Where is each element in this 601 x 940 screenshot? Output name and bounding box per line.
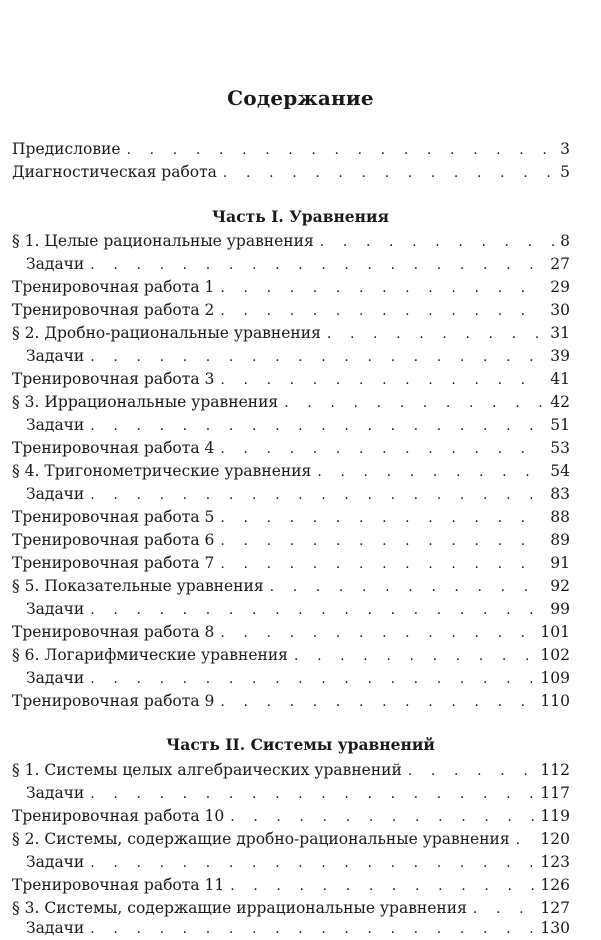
toc-entry-label: § 5. Показательные уравнения bbox=[12, 577, 264, 595]
toc-entry-page: 110 bbox=[540, 692, 570, 710]
toc-entry-label: Тренировочная работа 3 bbox=[12, 370, 215, 388]
toc-entry-label: § 1. Целые рациональные уравнения bbox=[12, 232, 314, 250]
toc-entry-label: § 6. Логарифмические уравнения bbox=[12, 646, 288, 664]
toc-entry-page: 88 bbox=[550, 508, 570, 526]
dot-leader bbox=[220, 530, 544, 552]
dot-leader bbox=[220, 277, 544, 299]
toc-entry-label: Задачи bbox=[26, 919, 85, 937]
dot-leader bbox=[220, 369, 544, 391]
toc-entry-page: 91 bbox=[550, 554, 570, 572]
toc-entry[interactable] bbox=[12, 874, 570, 896]
toc-entry-page: 117 bbox=[540, 784, 570, 802]
part-2-heading: Часть II. Системы уравнений bbox=[166, 735, 435, 754]
toc-entry-label: Тренировочная работа 6 bbox=[12, 531, 215, 549]
toc-entry-page: 5 bbox=[560, 163, 570, 181]
toc-entry[interactable] bbox=[12, 598, 570, 620]
toc-entry-label: Задачи bbox=[26, 853, 85, 871]
toc-entry-label: § 4. Тригонометрические уравнения bbox=[12, 462, 312, 480]
toc-entry[interactable] bbox=[12, 276, 570, 298]
toc-entry[interactable] bbox=[12, 391, 570, 413]
toc-entry-page: 42 bbox=[550, 393, 570, 411]
toc-entry[interactable] bbox=[12, 782, 570, 804]
toc-entry-label: Тренировочная работа 5 bbox=[12, 508, 215, 526]
toc-entry-preface[interactable] bbox=[12, 138, 570, 160]
toc-entry-page: 119 bbox=[540, 807, 570, 825]
dot-leader bbox=[90, 599, 544, 621]
toc-entry-label: Тренировочная работа 4 bbox=[12, 439, 215, 457]
toc-entry-label: § 3. Иррациональные уравнения bbox=[12, 393, 279, 411]
toc-entry-label: Задачи bbox=[26, 485, 85, 503]
toc-entry[interactable] bbox=[12, 529, 570, 551]
dot-leader bbox=[317, 461, 544, 483]
dot-leader bbox=[284, 392, 544, 414]
toc-entry-page: 29 bbox=[550, 278, 570, 296]
dot-leader bbox=[408, 760, 535, 782]
dot-leader bbox=[90, 918, 534, 940]
toc-entry-page: 53 bbox=[550, 439, 570, 457]
dot-leader bbox=[516, 829, 535, 851]
toc-entry-page: 39 bbox=[550, 347, 570, 365]
dot-leader bbox=[90, 254, 544, 276]
toc-entry-page: 27 bbox=[550, 255, 570, 273]
dot-leader bbox=[90, 346, 544, 368]
dot-leader bbox=[220, 691, 534, 713]
toc-entry[interactable] bbox=[12, 437, 570, 459]
part-1-heading: Часть I. Уравнения bbox=[212, 207, 389, 226]
dot-leader bbox=[223, 162, 554, 184]
toc-entry-label: Тренировочная работа 2 bbox=[12, 301, 215, 319]
toc-entry[interactable] bbox=[12, 851, 570, 873]
toc-entry-page: 127 bbox=[540, 899, 570, 917]
dot-leader bbox=[230, 875, 534, 897]
toc-entry-label: Задачи bbox=[26, 784, 85, 802]
dot-leader bbox=[220, 300, 544, 322]
toc-entry-label: § 1. Системы целых алгебраических уравнений bbox=[12, 761, 402, 779]
dot-leader bbox=[327, 323, 544, 345]
toc-entry-page: 31 bbox=[550, 324, 570, 342]
toc-entry-page: 102 bbox=[540, 646, 570, 664]
dot-leader bbox=[320, 231, 554, 253]
toc-entry[interactable] bbox=[12, 552, 570, 574]
toc-entry-label: Задачи bbox=[26, 255, 85, 273]
dot-leader bbox=[220, 438, 544, 460]
toc-entry[interactable] bbox=[12, 368, 570, 390]
toc-entry-label: § 3. Системы, содержащие иррациональные уравнения bbox=[12, 899, 467, 917]
toc-entry[interactable] bbox=[12, 253, 570, 275]
toc-entry-label: Диагностическая работа bbox=[12, 163, 217, 181]
toc-entry-label: § 2. Дробно-рациональные уравнения bbox=[12, 324, 321, 342]
toc-entry-label: Задачи bbox=[26, 669, 85, 687]
toc-entry[interactable] bbox=[12, 917, 570, 939]
toc-entry-page: 126 bbox=[540, 876, 570, 894]
toc-entry-page: 101 bbox=[540, 623, 570, 641]
toc-entry-label: Тренировочная работа 8 bbox=[12, 623, 215, 641]
toc-entry-page: 123 bbox=[540, 853, 570, 871]
toc-entry-label: Задачи bbox=[26, 600, 85, 618]
dot-leader bbox=[220, 622, 534, 644]
dot-leader bbox=[90, 852, 534, 874]
toc-entry-page: 8 bbox=[560, 232, 570, 250]
toc-entry[interactable] bbox=[12, 483, 570, 505]
toc-entry[interactable] bbox=[12, 345, 570, 367]
toc-entry[interactable] bbox=[12, 460, 570, 482]
toc-entry[interactable] bbox=[12, 322, 570, 344]
toc-entry-page: 3 bbox=[560, 140, 570, 158]
toc-entry[interactable] bbox=[12, 414, 570, 436]
dot-leader bbox=[90, 415, 544, 437]
toc-entry-label: Предисловие bbox=[12, 140, 121, 158]
toc-entry-page: 41 bbox=[550, 370, 570, 388]
toc-entry-label: § 2. Системы, содержащие дробно-рациональные уравнения bbox=[12, 830, 510, 848]
toc-entry-page: 92 bbox=[550, 577, 570, 595]
toc-entry[interactable] bbox=[12, 230, 570, 252]
toc-entry-label: Тренировочная работа 11 bbox=[12, 876, 225, 894]
dot-leader bbox=[220, 553, 544, 575]
toc-entry-page: 109 bbox=[540, 669, 570, 687]
toc-entry-label: Тренировочная работа 10 bbox=[12, 807, 225, 825]
toc-entry-label: Задачи bbox=[26, 347, 85, 365]
toc-entry-page: 54 bbox=[550, 462, 570, 480]
toc-entry[interactable] bbox=[12, 644, 570, 666]
toc-entry[interactable] bbox=[12, 897, 570, 919]
toc-entry-page: 89 bbox=[550, 531, 570, 549]
toc-entry-page: 120 bbox=[540, 830, 570, 848]
toc-entry-page: 51 bbox=[550, 416, 570, 434]
dot-leader bbox=[90, 484, 544, 506]
toc-entry[interactable] bbox=[12, 299, 570, 321]
toc-entry-label: Тренировочная работа 1 bbox=[12, 278, 215, 296]
toc-entry[interactable] bbox=[12, 690, 570, 712]
toc-entry-page: 99 bbox=[550, 600, 570, 618]
dot-leader bbox=[230, 806, 534, 828]
toc-entry[interactable] bbox=[12, 621, 570, 643]
page-title: Содержание bbox=[227, 86, 374, 110]
toc-entry-label: Тренировочная работа 9 bbox=[12, 692, 215, 710]
toc-entry[interactable] bbox=[12, 828, 570, 850]
toc-entry-page: 83 bbox=[550, 485, 570, 503]
toc-entry[interactable] bbox=[12, 575, 570, 597]
dot-leader bbox=[294, 645, 534, 667]
toc-entry[interactable] bbox=[12, 667, 570, 689]
toc-entry-page: 112 bbox=[540, 761, 570, 779]
toc-entry-label: Задачи bbox=[26, 416, 85, 434]
dot-leader bbox=[220, 507, 544, 529]
toc-entry[interactable] bbox=[12, 506, 570, 528]
dot-leader bbox=[90, 783, 534, 805]
toc-entry-label: Тренировочная работа 7 bbox=[12, 554, 215, 572]
dot-leader bbox=[270, 576, 545, 598]
toc-entry-page: 130 bbox=[540, 919, 570, 937]
toc-entry[interactable] bbox=[12, 805, 570, 827]
toc-entry[interactable] bbox=[12, 759, 570, 781]
toc-entry-page: 30 bbox=[550, 301, 570, 319]
dot-leader bbox=[90, 668, 534, 690]
toc-entry-diagnostic[interactable] bbox=[12, 161, 570, 183]
dot-leader bbox=[127, 139, 555, 161]
